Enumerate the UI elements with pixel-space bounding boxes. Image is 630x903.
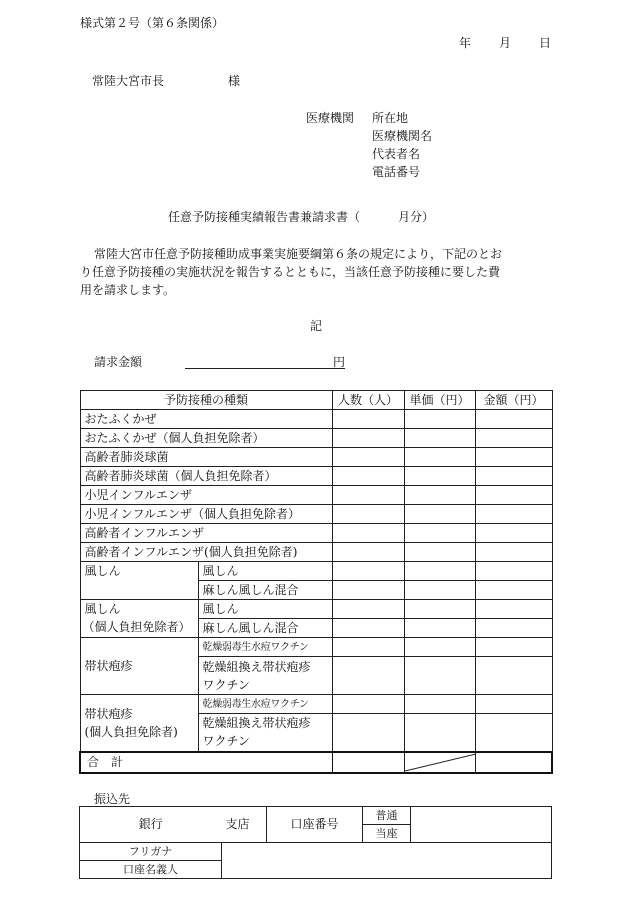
total-amount[interactable]	[475, 752, 552, 773]
herpes-exempt-sub-live: 乾燥弱毒生水痘ワクチン	[198, 695, 332, 714]
cell-count[interactable]	[332, 410, 404, 429]
cell-price[interactable]	[404, 657, 475, 695]
bank-name-cell[interactable]	[80, 807, 222, 843]
cell-amount[interactable]	[475, 695, 552, 714]
diagonal-strike	[405, 753, 476, 772]
cell-amount[interactable]	[475, 657, 552, 695]
cell-count[interactable]	[332, 600, 404, 619]
herpes-sub-live: 乾燥弱毒生水痘ワクチン	[198, 638, 332, 657]
cell-price[interactable]	[404, 429, 475, 448]
cell-count[interactable]	[332, 486, 404, 505]
cell-amount[interactable]	[475, 581, 552, 600]
document-title	[168, 208, 434, 225]
fushin-exempt-label-1: 風しん	[84, 602, 121, 616]
title-suffix: 月分）	[398, 210, 435, 224]
form-number: 様式第２号（第６条関係）	[80, 16, 225, 30]
account-no-label: 口座番号	[267, 807, 363, 843]
cell-count[interactable]	[332, 695, 404, 714]
cell-amount[interactable]	[475, 714, 552, 752]
sender-field-address: 所在地	[372, 111, 409, 125]
sender-org-label: 医療機関	[306, 111, 355, 125]
header-unit-price: 単価（円）	[404, 391, 475, 410]
cell-amount[interactable]	[475, 562, 552, 581]
body-line-1: 常陸大宮市任意予防接種助成事業実施要綱第６条の規定により，下記のとお	[94, 247, 503, 261]
addressee-name: 常陸大宮市長	[92, 74, 165, 88]
cell-amount[interactable]	[475, 524, 552, 543]
cell-count[interactable]	[332, 524, 404, 543]
ki-heading: 記	[310, 319, 323, 333]
furigana-label: フリガナ	[80, 843, 222, 861]
row-label: 小児インフルエンザ	[80, 486, 332, 505]
cell-amount[interactable]	[475, 448, 552, 467]
cell-count[interactable]	[332, 619, 404, 638]
cell-count[interactable]	[332, 581, 404, 600]
cell-amount[interactable]	[475, 638, 552, 657]
cell-price[interactable]	[404, 448, 475, 467]
cell-amount[interactable]	[475, 543, 552, 562]
cell-price[interactable]	[404, 486, 475, 505]
fushin-sub-label: 風しん	[198, 562, 332, 581]
cell-amount[interactable]	[475, 467, 552, 486]
row-label: 高齢者肺炎球菌	[80, 448, 332, 467]
cell-price[interactable]	[404, 524, 475, 543]
cell-amount[interactable]	[475, 505, 552, 524]
bank-label: 銀行	[138, 817, 163, 831]
date-day-label: 日	[539, 36, 552, 50]
row-label: 高齢者インフルエンザ	[80, 524, 332, 543]
body-line-2: り任意予防接種の実施状況を報告するとともに，当該任意予防接種に要した費	[80, 265, 501, 279]
cell-count[interactable]	[332, 657, 404, 695]
account-type-ordinary[interactable]: 普通	[363, 807, 411, 825]
herpes-exempt-group-label	[80, 695, 198, 752]
herpes-exempt-sub-recombinant-1: 乾燥組換え帯状疱疹	[202, 716, 311, 731]
cell-price[interactable]	[404, 562, 475, 581]
bank-table	[79, 806, 552, 879]
holder-name-field[interactable]	[222, 843, 552, 879]
herpes-sub-recombinant-2: ワクチン	[202, 677, 250, 692]
herpes-exempt-label-2: (個人負担免除者)	[84, 724, 178, 739]
cell-count[interactable]	[332, 467, 404, 486]
fushin-exempt-label-2: （個人負担免除者）	[82, 620, 191, 634]
header-type: 予防接種の種類	[80, 391, 332, 410]
fushin-exempt-sub-label: 風しん	[198, 600, 332, 619]
cell-count[interactable]	[332, 429, 404, 448]
sender-field-name: 医療機関名	[372, 129, 433, 143]
cell-price[interactable]	[404, 619, 475, 638]
herpes-exempt-sub-recombinant-2: ワクチン	[202, 734, 250, 749]
fushin-group-label: 風しん	[80, 562, 198, 600]
total-count[interactable]	[332, 752, 404, 773]
cell-amount[interactable]	[475, 619, 552, 638]
row-label: 高齢者インフルエンザ(個人負担免除者)	[80, 543, 332, 562]
row-label: おたふくかぜ	[80, 410, 332, 429]
cell-price[interactable]	[404, 695, 475, 714]
sender-field-rep: 代表者名	[372, 147, 421, 161]
cell-count[interactable]	[332, 505, 404, 524]
row-label: おたふくかぜ（個人負担免除者）	[80, 429, 332, 448]
cell-amount[interactable]	[475, 429, 552, 448]
fushin-sub-label: 麻しん風しん混合	[198, 581, 332, 600]
total-label: 合 計	[80, 752, 332, 773]
fushin-exempt-sub-label: 麻しん風しん混合	[198, 619, 332, 638]
branch-label: 支店	[225, 817, 250, 831]
cell-price[interactable]	[404, 638, 475, 657]
cell-amount[interactable]	[475, 410, 552, 429]
cell-count[interactable]	[332, 543, 404, 562]
body-line-3: 用を請求します。	[80, 283, 176, 297]
header-amount: 金額（円）	[475, 391, 552, 410]
claim-label: 請求金額	[94, 355, 143, 369]
cell-price[interactable]	[404, 714, 475, 752]
account-number-field[interactable]	[411, 807, 552, 825]
header-count: 人数（人）	[332, 391, 404, 410]
herpes-exempt-label-1: 帯状疱疹	[84, 706, 133, 721]
herpes-sub-recombinant-1: 乾燥組換え帯状疱疹	[202, 659, 311, 674]
claim-unit: 円	[333, 355, 346, 369]
cell-price[interactable]	[404, 467, 475, 486]
account-type-current[interactable]: 当座	[363, 825, 411, 843]
account-number-field-2[interactable]	[411, 825, 552, 843]
cell-price[interactable]	[404, 581, 475, 600]
cell-price[interactable]	[404, 505, 475, 524]
title-prefix: 任意予防接種実績報告書兼請求書（	[168, 210, 361, 224]
addressee-honorific: 様	[228, 74, 241, 88]
cell-count[interactable]	[332, 562, 404, 581]
herpes-exempt-sub-recombinant	[198, 714, 332, 752]
cell-price[interactable]	[404, 600, 475, 619]
fushin-exempt-group-label	[80, 600, 198, 638]
herpes-group-label: 帯状疱疹	[80, 638, 198, 695]
cell-count[interactable]	[332, 714, 404, 752]
date-month-label: 月	[499, 36, 512, 50]
row-label: 小児インフルエンザ（個人負担免除者）	[80, 505, 332, 524]
claim-amount-field[interactable]	[185, 353, 345, 369]
vaccination-table	[79, 390, 553, 774]
holder-label: 口座名義人	[80, 861, 222, 879]
cell-price[interactable]	[404, 410, 475, 429]
bank-section-title: 振込先	[94, 792, 131, 806]
date-year-label: 年	[459, 36, 472, 50]
row-label: 高齢者肺炎球菌（個人負担免除者）	[80, 467, 332, 486]
cell-count[interactable]	[332, 448, 404, 467]
sender-field-phone: 電話番号	[372, 165, 421, 179]
total-price-na	[404, 752, 475, 773]
cell-amount[interactable]	[475, 486, 552, 505]
cell-count[interactable]	[332, 638, 404, 657]
cell-amount[interactable]	[475, 600, 552, 619]
branch-cell[interactable]	[222, 807, 267, 843]
cell-price[interactable]	[404, 543, 475, 562]
herpes-sub-recombinant	[198, 657, 332, 695]
